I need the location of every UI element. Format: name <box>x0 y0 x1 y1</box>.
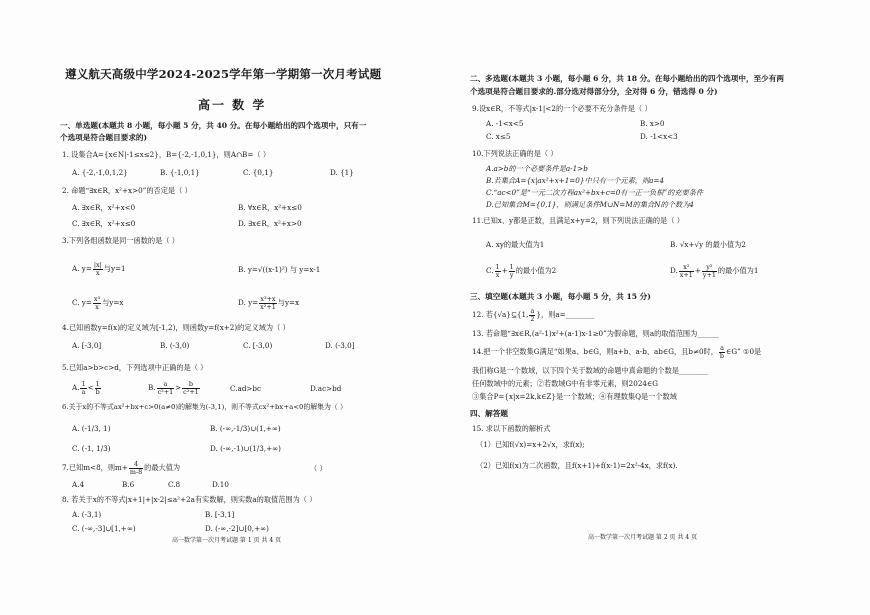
q11-stem: 11.已知x、y都是正数，且满足x+y=2，则下列说法正确的是（ ） <box>472 216 684 225</box>
q4-option-c: C. [-3,0) <box>243 341 273 350</box>
section2-line1: 二、多选题(本题共 3 小题，每小题 6 分，共 18 分。在每小题给出的四个选项中，至少有两 <box>470 74 784 83</box>
page-footer-1: 高一数学第一次月考试题 第 1 页 共 4 页 <box>172 537 282 544</box>
q3-d-prefix: D. y= <box>238 298 259 307</box>
q7-numerator: 4 <box>129 461 143 469</box>
q3-c-suffix: 与y=x <box>102 298 124 307</box>
q6-stem: 6.关于x的不等式ax²+bx+c>0(a≠0)的解集为(-3,1)，则不等式cx²+bx+a<0的解集为（ ） <box>62 403 347 411</box>
q2-option-a: A. ∃x∈R，x²+x<0 <box>72 203 136 212</box>
q8-option-d: D. (-∞,-2]∪[0,+∞) <box>205 524 269 533</box>
q4-option-d: D. (-3,0] <box>325 341 355 350</box>
q14-line3: 任何数域中的元素；②若数域G中有非零元素，则2024∈G <box>472 379 659 388</box>
q5-b-operator: > <box>175 383 182 392</box>
q5-b-f2-den: c²+1 <box>183 387 199 396</box>
q6-option-b: B. (-∞,-1/3)∪(1,+∞) <box>210 424 281 433</box>
q7-option-d: D.10 <box>212 480 229 489</box>
q11-d-f1-den: x+1 <box>679 270 693 279</box>
q5-option-a <box>72 381 102 395</box>
q11-c-f1-num: 1 <box>495 263 500 271</box>
q9-stem: 9.设x∈R，不等式|x-1|<2的一个必要不充分条件是（ ） <box>472 104 652 113</box>
q10-option-a: A.a>b的一个必要条件是a-1>b <box>486 164 588 173</box>
q3-a-numerator: |x| <box>93 261 102 269</box>
q2-option-b: B. ∀x∈R，x²+x≤0 <box>238 203 302 212</box>
q6-option-c: C. (-1, 1/3) <box>72 444 111 453</box>
q1-option-a: A. {-2,-1,0,1,2} <box>72 168 128 177</box>
q7-option-b: B.6 <box>122 480 135 489</box>
q12 <box>472 308 594 322</box>
q2-stem: 2. 命题“∃x∈R，x²+x>0”的否定是（ ） <box>62 186 192 195</box>
q3-option-a <box>72 262 126 276</box>
q7-stem <box>62 461 180 475</box>
q3-c-denominator: x <box>95 302 99 311</box>
q11-c-suffix: 的最小值为2 <box>515 266 557 275</box>
q11-d-f1-num: x² <box>679 264 694 272</box>
exam-subtitle: 高一 数 学 <box>198 98 267 112</box>
q11-option-d <box>670 264 758 278</box>
q14-line4: ③集合P={x|x=2k,k∈Z}是一个数域；④有理数集Q是一个数域 <box>472 392 677 401</box>
section4-heading: 四、解答题 <box>470 409 508 418</box>
q11-option-a: A. xy的最大值为1 <box>486 240 545 249</box>
q9-option-d: D. -1<x<3 <box>640 132 678 141</box>
q7-stem-prefix: 7.已知m<8，则m+ <box>62 463 128 472</box>
q9-option-b: B. x>0 <box>640 119 665 128</box>
q3-stem: 3.下列各组函数是同一函数的是（ ） <box>62 236 179 245</box>
q11-d-f2-num: y² <box>702 264 717 272</box>
q11-c-prefix: C. <box>486 266 494 275</box>
q5-a-f1-den: a <box>81 387 86 396</box>
q3-c-numerator: x³ <box>93 295 101 303</box>
q14-line1 <box>472 345 761 359</box>
q1-stem: 1. 设集合A={x∈N|-1≤x≤2}，B={-2,-1,0,1}，则A∩B=（ ） <box>62 150 271 159</box>
q3-a-fraction <box>93 262 103 276</box>
section3-heading: 三、填空题(本题共 3 小题，每小题 5 分，共 15 分) <box>470 292 651 301</box>
q11-d-suffix: 的最小值为1 <box>717 266 759 275</box>
q11-c-f2-den: y <box>509 270 514 279</box>
section2-line2: 个选项是符合题目要求的.部分选对得部分分，全对得 6 分，错选得 0 分) <box>470 87 718 96</box>
q5-a-fraction-2 <box>95 381 101 395</box>
q5-a-operator: < <box>87 383 94 392</box>
q3-d-suffix: 与y=x <box>277 298 300 307</box>
q3-c-prefix: C. y= <box>72 298 92 307</box>
q13: 13. 若命题“∃x∈R,(a²-1)x²+(a-1)x-1≥0”为假命题，则a的取值范围为______ <box>472 329 719 338</box>
q3-option-c <box>72 296 123 310</box>
section1-line2: 个选项是符合题目要求的) <box>60 133 148 142</box>
q12-denominator: 2 <box>530 314 535 323</box>
q6-option-d: D. (-∞,-1)∪(1/3,+∞) <box>210 444 281 453</box>
q11-d-fraction-1 <box>679 264 694 278</box>
q14-line1-suffix: ∈G” ①0是 <box>726 347 762 356</box>
q9-option-a: A. -1<x<5 <box>486 119 524 128</box>
q4-option-a: A. [-3,0] <box>72 341 102 350</box>
q8-option-b: B. [-3,1] <box>205 510 235 519</box>
q7-denominator: m-8 <box>129 467 143 476</box>
q1-option-c: C. {0,1} <box>243 168 274 177</box>
q1-option-b: B. {-1,0,1} <box>160 168 200 177</box>
q11-d-fraction-2 <box>702 264 717 278</box>
q11-c-fraction-2 <box>509 264 515 278</box>
q3-option-b: B. y=√((x-1)²) 与 y=x-1 <box>238 265 321 274</box>
q5-b-prefix: B. <box>148 383 156 392</box>
q5-b-f2-num: b <box>182 381 200 389</box>
q10-option-c: C.“ac<0”是“一元二次方程ax²+bx+c=0有一正一负根”的充要条件 <box>486 188 704 197</box>
q11-d-prefix: D. <box>670 266 678 275</box>
q1-option-d: D. {1} <box>330 168 354 177</box>
section1-line1: 一、单选题(本题共 8 小题，每小题 5 分，共 40 分。在每小题给出的四个选项中，只有一 <box>60 121 367 130</box>
q4-option-b: B. (-3,0) <box>160 341 190 350</box>
q10-option-b: B.若集合A={x|ax²+x+1=0}中只有一个元素，则a=4 <box>486 176 665 185</box>
q5-b-f1-den: c²+1 <box>157 387 174 396</box>
q11-option-b: B. √x+√y 的最小值为2 <box>670 240 746 249</box>
q2-option-d: D. ∃x∈R，x²+x>0 <box>238 219 302 228</box>
q7-stem-suffix: 的最大值为 <box>144 463 181 472</box>
q10-option-d: D.已知集合M={0,1}，则满足条件M∪N=M的集合N的个数为4 <box>486 200 694 209</box>
q11-c-f2-num: 1 <box>509 263 514 271</box>
q3-d-fraction <box>259 296 277 310</box>
q11-d-operator: + <box>694 266 701 275</box>
q5-stem: 5.已知a>b>c>d，下列选项中正确的是（ ） <box>62 363 208 372</box>
q7-option-c: C.8 <box>168 480 181 489</box>
q5-a-fraction-1 <box>80 381 86 395</box>
q3-d-numerator: x³+x <box>260 295 276 303</box>
q5-a-prefix: A. <box>72 383 80 392</box>
q10-stem: 10.下列说法正确的是（ ） <box>472 149 558 158</box>
q5-b-fraction-1 <box>157 381 175 395</box>
q15-stem: 15. 求以下函数的解析式 <box>472 424 551 433</box>
q6-option-a: A. (-1/3, 1) <box>72 424 111 433</box>
q5-a-f2-num: 1 <box>95 380 100 388</box>
q5-option-b <box>148 381 201 395</box>
q5-a-f1-num: 1 <box>81 380 86 388</box>
q11-c-f1-den: x <box>495 270 500 279</box>
q7-fraction <box>129 461 143 475</box>
q7-option-a: A.4 <box>72 480 85 489</box>
q11-c-fraction-1 <box>495 264 501 278</box>
q14-denominator: b <box>719 351 725 360</box>
q12-prefix: 12. 若{√a}⊆{1, <box>472 310 529 319</box>
q5-b-fraction-2 <box>182 381 200 395</box>
q7-paren: （ ） <box>310 464 327 473</box>
q5-b-f1-num: a <box>157 381 175 389</box>
q8-stem: 8. 若关于x的不等式|x+1|+|x-2|≤a²+2a有实数解，则实数a的取值范围为（ ） <box>62 495 317 504</box>
q5-a-f2-den: b <box>95 387 100 396</box>
q2-option-c: C. ∃x∈R，x²+x≤0 <box>72 219 136 228</box>
q3-a-prefix: A. y= <box>72 264 92 273</box>
q12-numerator: a <box>530 307 535 315</box>
q5-option-d: D.ac>bd <box>310 384 342 393</box>
q12-fraction <box>529 308 535 322</box>
q3-d-denominator: x²+1 <box>260 302 276 311</box>
q14-numerator: a <box>720 344 724 352</box>
q11-d-f2-den: y+1 <box>702 270 716 279</box>
q15-part2: （2）已知f(x)为二次函数，且f(x+1)+f(x-1)=2x²-4x，求f(x). <box>476 461 678 470</box>
exam-title: 遵义航天高级中学2024-2025学年第一学期第一次月考试题 <box>65 67 382 81</box>
q8-option-a: A. (-3,1) <box>72 510 102 519</box>
q3-a-suffix: 与y=1 <box>103 264 126 273</box>
q5-option-c: C.ad>bc <box>230 384 262 393</box>
q11-c-operator: + <box>501 266 508 275</box>
q14-fraction <box>719 345 725 359</box>
q4-stem: 4.已知函数y=f(x)的定义域为[-1,2)，则函数y=f(x+2)的定义域为（ ） <box>62 323 290 332</box>
q12-suffix: }，则a=________ <box>536 310 595 319</box>
q15-part1: （1）已知f(√x)=x+2√x，求f(x); <box>476 440 585 449</box>
q3-a-denominator: x <box>96 268 100 277</box>
q11-option-c <box>486 264 556 278</box>
q3-option-d <box>238 296 299 310</box>
q14-line1-prefix: 14.把一个非空数集G满足“如果a、b∈G，则a+b、a-b、ab∈G，且b≠0时， <box>472 347 718 356</box>
q3-c-fraction <box>93 296 101 310</box>
q9-option-c: C. x≤5 <box>486 132 511 141</box>
q14-line2: 我们称G是一个数域，以下四个关于数域的命题中真命题的个数是________ <box>472 366 708 375</box>
q8-option-c: C. (-∞,-3]∪[1,+∞) <box>72 524 136 533</box>
page-footer-2: 高一数学第一次月考试题 第 2 页 共 4 页 <box>588 534 698 541</box>
